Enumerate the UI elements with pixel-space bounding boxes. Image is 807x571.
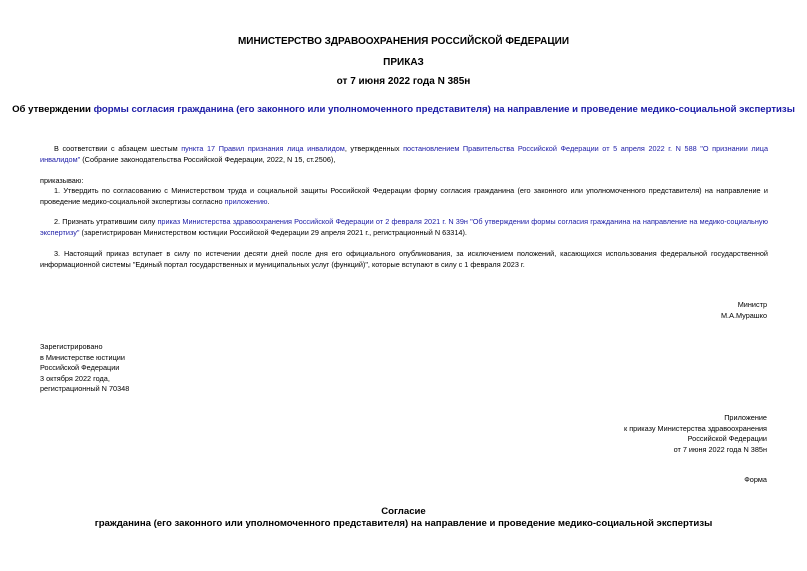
document-title: [0, 104, 807, 115]
title-prefix: Об утверждении: [12, 104, 94, 115]
repealed-order-link[interactable]: приказ Министерства здравоохранения Российской Федерации от 2 февраля 2021 г. N 39н "Об утверждении формы согласия гражданина на направление на медико-социальную экспертизу": [40, 217, 768, 237]
registration-line: 3 октября 2022 года,: [40, 373, 110, 383]
form-label: Форма: [744, 475, 767, 484]
appendix-line: Российской Федерации: [687, 434, 767, 443]
appendix-link[interactable]: приложению: [224, 196, 268, 206]
appendix-block: [624, 413, 767, 455]
registration-line: Российской Федерации: [40, 363, 120, 372]
appendix-line: Приложение: [724, 413, 767, 422]
item2-end: (зарегистрирован Министерством юстиции Российской Федерации 29 апреля 2021 г., регистрационный N 63314).: [79, 227, 467, 237]
signature-position: Министр: [737, 300, 767, 309]
order-item-3: [40, 249, 768, 270]
rules-link[interactable]: пункта 17 Правил признания лица инвалидом: [181, 144, 345, 153]
preamble-text-1: В соответствии с абзацем шестым: [54, 144, 182, 153]
item2-text: 2. Признать утратившим силу: [54, 217, 158, 226]
consent-title: Согласие: [381, 506, 426, 517]
registration-line: в Министерстве юстиции: [40, 352, 125, 362]
registration-block: [40, 342, 129, 395]
doc-date-number: от 7 июня 2022 года N 385н: [336, 76, 471, 87]
title-link[interactable]: формы согласия гражданина (его законного или уполномоченного представителя) на направление и проведение медико-социальной экспертизы: [93, 104, 795, 115]
item1-end: .: [267, 196, 270, 206]
order-word: приказываю:: [40, 176, 84, 185]
appendix-line: к приказу Министерства здравоохранения: [623, 423, 767, 433]
item1-text: 1. Утвердить по согласованию с Министерством труда и социальной защиты Российской Федерации форму согласия гражданина (его законного или уполномоченного представителя) на направление и проведение медико-социальной экспертизы согласно: [40, 186, 768, 206]
doc-type-heading: ПРИКАЗ: [383, 57, 424, 68]
preamble-text-2: , утвержденных: [344, 144, 404, 153]
appendix-line: от 7 июня 2022 года N 385н: [673, 444, 767, 454]
consent-subtitle: гражданина (его законного или уполномоченного представителя) на направление и проведение медико-социальной экспертизы: [94, 518, 713, 529]
preamble-paragraph: [40, 144, 768, 165]
ministry-heading: МИНИСТЕРСТВО ЗДРАВООХРАНЕНИЯ РОССИЙСКОЙ ФЕДЕРАЦИИ: [237, 36, 570, 47]
resolution-link[interactable]: постановлением Правительства Российской Федерации от 5 апреля 2022 г. N 588 "О признании лица инвалидом": [40, 144, 768, 164]
registration-line: регистрационный N 70348: [40, 384, 130, 393]
preamble-text-3: (Собрание законодательства Российской Федерации, 2022, N 15, ст.2506),: [80, 154, 336, 164]
order-item-1: [40, 186, 768, 207]
item3-text: 3. Настоящий приказ вступает в силу по истечении десяти дней после дня его официального опубликования, за исключением положений, касающихся использования федеральной государственной информационной системы "Единый портал государственных и муниципальных услуг (функций)", которые вступают в силу с 1 февраля 2023 г.: [40, 249, 768, 269]
signature-name: М.А.Мурашко: [720, 310, 767, 320]
order-item-2: [40, 217, 768, 238]
signature-block: [721, 300, 767, 321]
registration-line: Зарегистрировано: [40, 342, 103, 351]
